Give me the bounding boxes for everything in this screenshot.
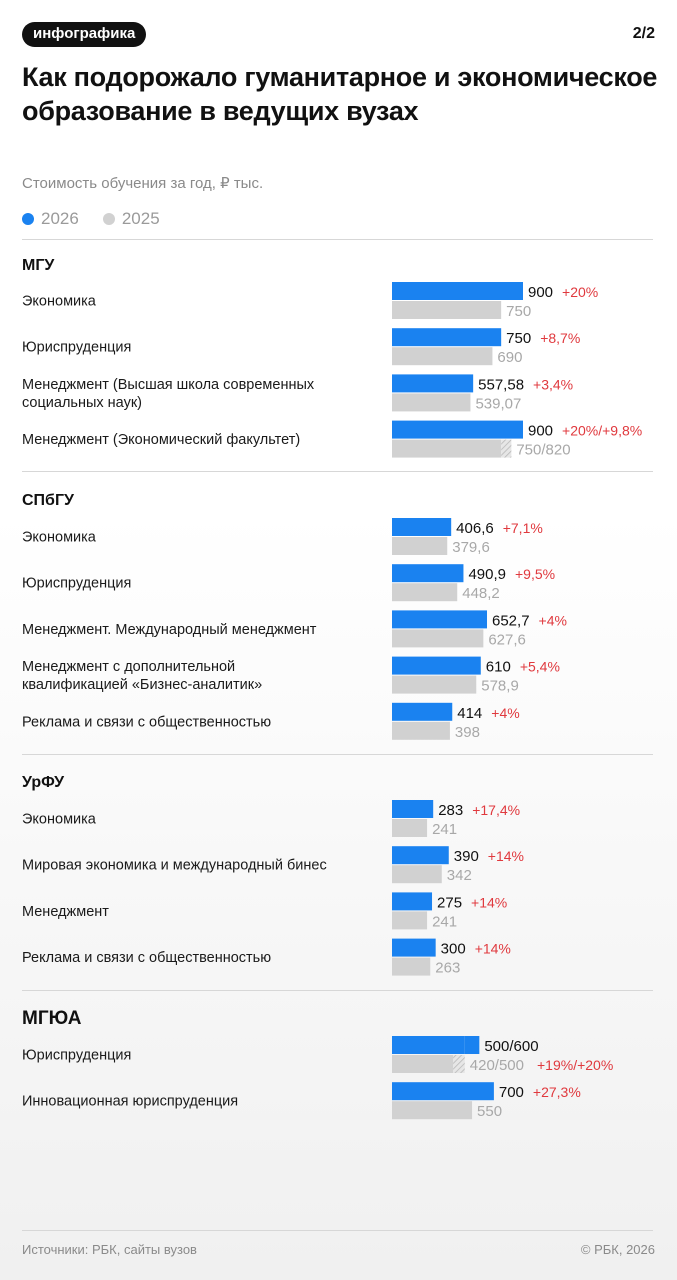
change-label: +4% [538,612,567,629]
group-divider [22,990,653,991]
change-label: +27,3% [532,1084,581,1101]
value-label-2026: 406,6 [456,520,494,537]
bar-2026 [392,610,487,628]
value-label-2025: 241 [432,821,458,838]
value-label-2026: 490,9 [468,566,507,584]
change-label: +5,4% [519,658,560,675]
legend-label-2025: 2025 [121,209,160,228]
value-label-2026: 900 [528,422,554,440]
change-label: +14% [474,940,511,957]
bar-2026 [392,282,523,300]
row-label: Менеджмент (Экономический факультет) [22,432,301,449]
row-label: Реклама и связи с общественностью [22,714,272,731]
bar-2026 [392,328,501,346]
change-label: +9,5% [515,566,556,583]
bar-2026 [392,703,452,721]
bar-2025-range [501,440,511,458]
change-label: +4% [491,704,520,721]
value-label-2025: 750/820 [516,441,571,459]
chart-subtitle: Стоимость обучения за год, ₽ тыс. [22,175,264,192]
value-label-2025: 420/500 [469,1057,525,1074]
bar-2026 [392,657,481,675]
value-label-2026: 610 [485,658,511,676]
group-title: МГУ [22,257,55,274]
bar-2026 [392,846,449,864]
row-label: Менеджмент [22,903,109,920]
group-divider [22,471,653,472]
change-label: +20%/+9,8% [562,422,643,439]
row-label: Менеджмент. Международный менеджмент [22,621,317,638]
row-label: Мировая экономика и международный бинес [22,857,327,874]
bar-2026 [392,1082,494,1100]
row-label: Юриспруденция [22,1047,132,1064]
row-label: Экономика [22,529,96,546]
copyright-note: © РБК, 2026 [580,1242,655,1257]
bar-2026 [392,564,463,582]
value-label-2025: 690 [497,349,523,367]
chart-title: Как подорожало гуманитарное и экономическое образование в ведущих вузах [22,62,658,126]
row-label: Экономика [22,811,96,828]
bar-2025 [392,629,483,647]
value-label-2026: 500/600 [484,1038,539,1055]
bar-2025 [392,347,492,365]
value-label-2026: 700 [498,1084,524,1102]
change-label: +20% [562,284,599,300]
change-label: +19%/+20% [537,1057,614,1073]
row-label: Менеджмент (Высшая школа современных социальных наук) [22,376,315,411]
bar-2025 [392,819,427,837]
value-label-2026: 275 [437,894,463,912]
value-label-2025: 379,6 [452,539,490,556]
change-label: +14% [471,894,508,911]
bar-2026 [392,421,523,439]
value-label-2026: 414 [457,704,483,722]
bar-2025 [392,583,457,601]
group-title: УрФУ [22,774,65,791]
value-label-2025: 342 [446,867,472,885]
bar-2025 [392,722,450,740]
value-label-2025: 263 [435,959,461,977]
bar-2025 [392,958,430,976]
page-counter: 2/2 [632,25,655,42]
value-label-2025: 578,9 [481,677,519,695]
bar-2026 [392,518,451,536]
row-label: Экономика [22,293,96,310]
infographic-tag: инфографика [22,22,146,47]
bar-2025 [392,1055,453,1073]
change-label: +17,4% [472,802,521,818]
bar-2026 [392,939,436,957]
bar-2025 [392,676,476,694]
group-title: МГЮА [22,1008,82,1029]
bar-2025 [392,440,501,458]
value-label-2026: 557,58 [478,376,525,394]
value-label-2025: 241 [432,913,458,931]
change-label: +8,7% [540,330,581,347]
value-label-2026: 390 [453,848,479,866]
bar-2025 [392,301,501,319]
row-label: Менеджмент с дополнительной квалификацией «Бизнес-аналитик» [22,659,263,694]
sources-note: Источники: РБК, сайты вузов [22,1242,197,1257]
row-label: Инновационная юриспруденция [22,1093,239,1110]
change-label: +3,4% [533,376,574,393]
bar-2025 [392,537,447,555]
value-label-2026: 652,7 [492,612,530,630]
legend-label-2026: 2026 [41,209,79,228]
value-label-2026: 900 [528,284,554,301]
row-label: Реклама и связи с общественностью [22,950,272,967]
value-label-2026: 750 [506,330,532,348]
value-label-2025: 627,6 [488,631,526,649]
bar-2025 [392,1101,472,1119]
row-label: Юриспруденция [22,575,132,592]
bar-2026 [392,800,433,818]
bar-2025 [392,911,427,929]
value-label-2025: 750 [506,303,532,320]
bar-2026 [392,374,473,392]
value-label-2025: 550 [477,1103,503,1121]
value-label-2026: 300 [440,940,466,958]
change-label: +14% [487,848,525,865]
value-label-2025: 448,2 [462,585,500,603]
change-label: +7,1% [502,520,543,536]
bar-2025-range [453,1055,465,1073]
row-label: Юриспруденция [22,339,132,356]
bar-2026-range [465,1036,480,1054]
bar-2025 [392,393,470,411]
value-label-2025: 398 [454,723,480,741]
value-label-2025: 539,07 [475,395,522,413]
bar-2025 [392,865,442,883]
value-label-2026: 283 [438,802,464,819]
group-title: СПбГУ [22,492,74,509]
bar-2026 [392,1036,465,1054]
bar-2026 [392,892,432,910]
group-divider [22,754,653,755]
